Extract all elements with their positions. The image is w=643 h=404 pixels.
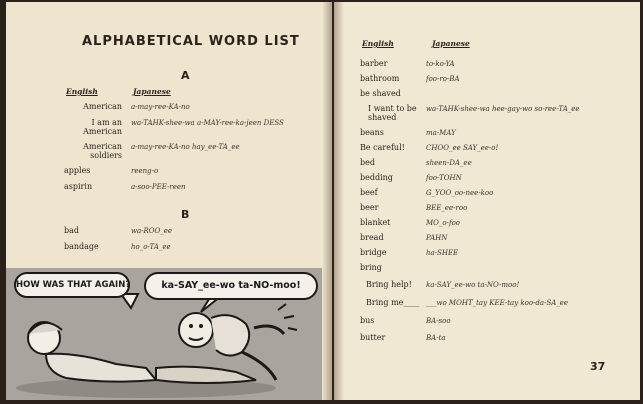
entry-english: I want to be shaved bbox=[368, 104, 417, 122]
entry-english: Bring help! bbox=[366, 280, 412, 289]
entry-japanese: ___wo MOHT_tay KEE-tay koo-da-SA_ee bbox=[426, 299, 569, 307]
entry-english: bread bbox=[360, 233, 384, 242]
entry-japanese: ka-SAY_ee-wo ta-NO-moo! bbox=[426, 281, 520, 289]
page-title: ALPHABETICAL WORD LIST bbox=[82, 34, 300, 49]
entry-japanese: a-may-ree-KA-no bbox=[131, 103, 190, 111]
entry-english: blanket bbox=[360, 218, 391, 227]
entry-english: bathroom bbox=[360, 74, 400, 83]
entry-english: bed bbox=[360, 158, 375, 167]
entry-english: bring bbox=[360, 263, 382, 272]
entry-english: beans bbox=[360, 128, 384, 137]
entry-english: aspirin bbox=[64, 182, 93, 191]
entry-japanese: ma-MAY bbox=[426, 129, 456, 137]
section-letter-b: B bbox=[181, 208, 190, 221]
entry-english: bedding bbox=[360, 173, 393, 182]
section-letter-a: A bbox=[181, 69, 190, 82]
entry-english: be shaved bbox=[360, 89, 401, 98]
entry-japanese: sheen-DA_ee bbox=[426, 159, 472, 167]
entry-japanese: reeng-o bbox=[131, 167, 159, 175]
entry-japanese: BA-ta bbox=[426, 334, 446, 342]
entry-english: bandage bbox=[64, 242, 99, 251]
book-gutter bbox=[322, 2, 344, 400]
entry-japanese: PAHN bbox=[426, 234, 448, 242]
entry-english: apples bbox=[64, 166, 91, 175]
entry-japanese: a-may-ree-KA-no hay_ee-TA_ee bbox=[131, 143, 240, 151]
entry-japanese: BEE_ee-roo bbox=[426, 204, 468, 212]
entry-english: bridge bbox=[360, 248, 387, 257]
entry-japanese: foo-ro-BA bbox=[426, 75, 460, 83]
entry-japanese: wa-TAHK-shee-wa a-MAY-ree-ka-jeen DESS bbox=[131, 119, 284, 127]
entry-japanese: wa-ROO_ee bbox=[131, 227, 173, 235]
entry-japanese: foo-TOHN bbox=[426, 174, 462, 182]
entry-english: bus bbox=[360, 316, 375, 325]
entry-english: American soldiers bbox=[83, 142, 122, 160]
entry-english: I am an American bbox=[83, 118, 122, 136]
entry-english: American bbox=[83, 102, 122, 111]
page-number: 37 bbox=[590, 360, 606, 373]
entry-japanese: G_YOO_oo-nee-koo bbox=[426, 189, 494, 197]
speech-bubble-2: ka-SAY_ee-wo ta-NO-moo! bbox=[144, 272, 318, 300]
entry-english: bad bbox=[64, 226, 80, 235]
entry-english: butter bbox=[360, 333, 386, 342]
entry-japanese: BA-soo bbox=[426, 317, 451, 325]
entry-english: Be careful! bbox=[360, 143, 405, 152]
right-header-english: English bbox=[362, 39, 394, 48]
entry-english: Bring me____ bbox=[366, 298, 420, 307]
entry-japanese: CHOO_ee SAY_ee-o! bbox=[426, 144, 499, 152]
entry-japanese: ha-SHEE bbox=[426, 249, 459, 257]
cartoon-illustration bbox=[6, 268, 322, 400]
left-header-japanese: Japanese bbox=[133, 87, 171, 96]
entry-japanese: MO_o-foo bbox=[426, 219, 461, 227]
entry-japanese: to-ko-YA bbox=[426, 60, 455, 68]
entry-english: beef bbox=[360, 188, 378, 197]
left-header-english: English bbox=[66, 87, 98, 96]
entry-japanese: a-soo-PEE-reen bbox=[131, 183, 186, 191]
entry-english: beer bbox=[360, 203, 379, 212]
entry-japanese: wa-TAHK-shee-wa hee-gay-wo so-ree-TA_ee bbox=[426, 105, 580, 113]
entry-japanese: ho_o-TA_ee bbox=[131, 243, 171, 251]
right-header-japanese: Japanese bbox=[432, 39, 470, 48]
speech-bubble-1: HOW WAS THAT AGAIN? bbox=[14, 272, 130, 298]
entry-english: barber bbox=[360, 59, 388, 68]
